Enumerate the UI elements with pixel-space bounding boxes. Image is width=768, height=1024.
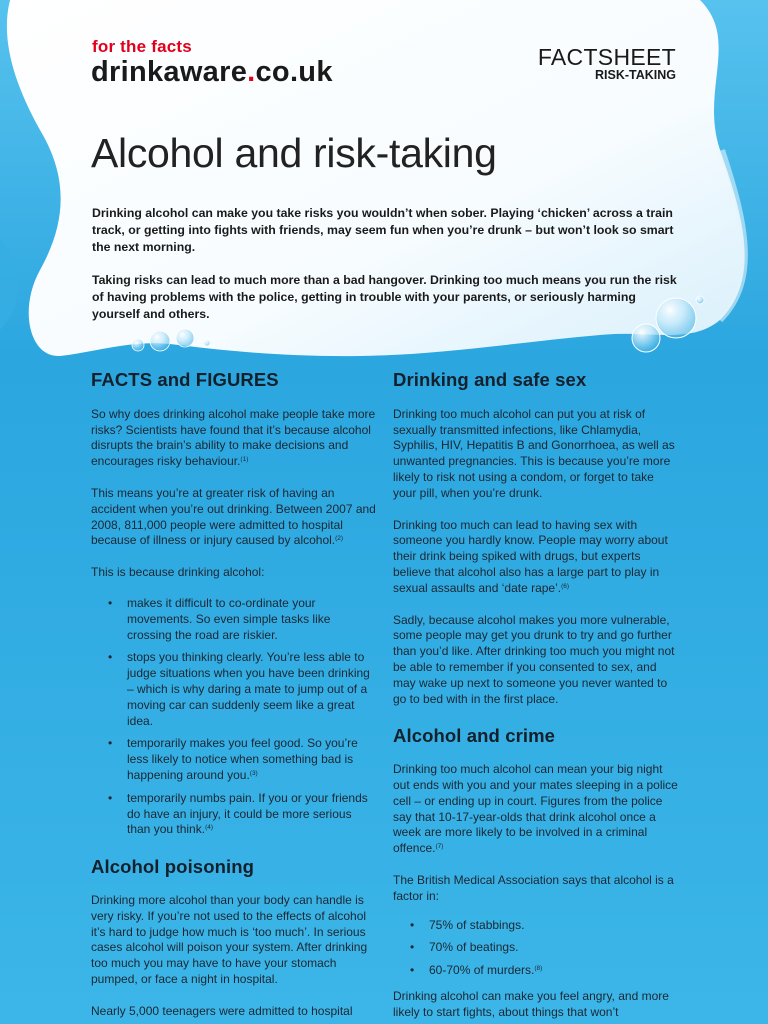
logo-dot: . — [247, 56, 256, 88]
logo-tld: co.uk — [255, 56, 333, 88]
list-item: • temporarily numbs pain. If you or your friends do have an injury, it could be more serious than you think.$^{(4)}$ — [91, 791, 376, 838]
crime-bullet-list — [393, 918, 679, 979]
facts-paragraph-3: This is because drinking alcohol: — [91, 565, 265, 580]
list-item: • 60-70% of murders.$^{(8)}$ — [393, 963, 679, 979]
page-title: Alcohol and risk-taking — [91, 130, 497, 176]
poisoning-paragraph-1: Drinking more alcohol than your body can handle is very risky. If you’re not used to the effects of alcohol it’s hard to judge how much is ‘too much’. In serious cases alcohol will poison your system. After drinking too much you may have to have your stomach pumped, or face a night in hospital. — [91, 892, 368, 986]
crime-heading: Alcohol and crime — [393, 725, 556, 747]
brand-tagline: for the facts — [92, 37, 192, 56]
safe-sex-paragraph-2: Drinking too much can lead to having sex with someone you hardly know. People may worry about their drink being spiked with drugs, but experts believe that alcohol also has a large part to play in sexual assaults and ‘date rape’.$^{(6)}$ — [393, 517, 668, 595]
left-column — [91, 369, 376, 1020]
intro-paragraph-2: Taking risks can lead to much more than a bad hangover. Drinking too much means you run the risk of having problems with the police, getting in trouble with your parents, or seriously harming yourself and others. — [92, 273, 677, 321]
poisoning-heading: Alcohol poisoning — [91, 856, 255, 878]
facts-paragraph-2: This means you’re at greater risk of having an accident when you’re out drinking. Between 2007 and 2008, 811,000 people were admitted to hospital because of illness or injury caused by alcohol.$^{(2)}$ — [91, 485, 376, 548]
facts-paragraph-1: So why does drinking alcohol make people take more risks? Scientists have found that it’s because alcohol disrupts the brain’s ability to make decisions and encourages risky behaviour.$^{(1)}$ — [91, 406, 376, 469]
safe-sex-heading: Drinking and safe sex — [393, 369, 587, 390]
list-item: • 75% of stabbings. — [393, 918, 679, 934]
crime-paragraph-1: Drinking too much alcohol can mean your big night out ends with you and your mates sleeping in a police cell – or ending up in court. Figures from the police say that 10-17-year-olds that drink alcohol once a week are more likely to be involved in a criminal offence.$^{(7)}$ — [393, 762, 678, 856]
list-item: • temporarily makes you feel good. So you’re less likely to notice when something bad is happening around you.$^{(3)}$ — [91, 736, 376, 783]
reference-marker: (2) — [335, 535, 344, 543]
brand-logo[interactable] — [91, 56, 333, 89]
facts-bullet-list — [91, 596, 376, 838]
list-item: • stops you thinking clearly. You’re less able to judge situations when you have been drinking – which is why daring a mate to jump out of a moving car can suddenly seem like a great idea. — [91, 650, 376, 729]
safe-sex-paragraph-1: Drinking too much alcohol can put you at risk of sexually transmitted infections, like Chlamydia, Syphilis, HIV, Hepatitis B and Gonorrhoea, as well as unwanted pregnancies. This is because you’re more likely to risk not using a condom, or forget to take your pill, when you’re drunk. — [393, 406, 675, 500]
reference-marker: (1) — [240, 456, 249, 464]
factsheet-topic: RISK-TAKING — [594, 68, 676, 82]
crime-paragraph-3: Drinking alcohol can make you feel angry, and more likely to start fights, about things that won’t — [393, 988, 669, 1019]
poisoning-paragraph-2: Nearly 5,000 teenagers were admitted to hospital — [91, 1003, 353, 1018]
factsheet-label: FACTSHEET — [537, 44, 676, 70]
right-column — [393, 369, 679, 1021]
intro-paragraph-1: Drinking alcohol can make you take risks you wouldn’t when sober. Playing ‘chicken’ across a train track, or getting into fights with friends, may seem fun when you’re drunk – but won’t look so smart the next morning. — [92, 206, 674, 254]
reference-marker: (6) — [561, 582, 570, 590]
reference-marker: (7) — [435, 843, 444, 851]
facts-heading: FACTS and FIGURES — [91, 369, 279, 390]
safe-sex-paragraph-3: Sadly, because alcohol makes you more vulnerable, some people may get you drunk to try and go further than you’d like. After drinking too much you might not be able to remember if you consented to sex, and may wake up next to someone you never wanted to go to bed with in the first place. — [393, 612, 675, 706]
list-item: • makes it difficult to co-ordinate your movements. So even simple tasks like crossing the road are riskier. — [91, 596, 376, 643]
logo-main: drinkaware — [91, 56, 248, 88]
list-item: • 70% of beatings. — [393, 940, 679, 956]
crime-paragraph-2: The British Medical Association says that alcohol is a factor in: — [393, 872, 674, 903]
